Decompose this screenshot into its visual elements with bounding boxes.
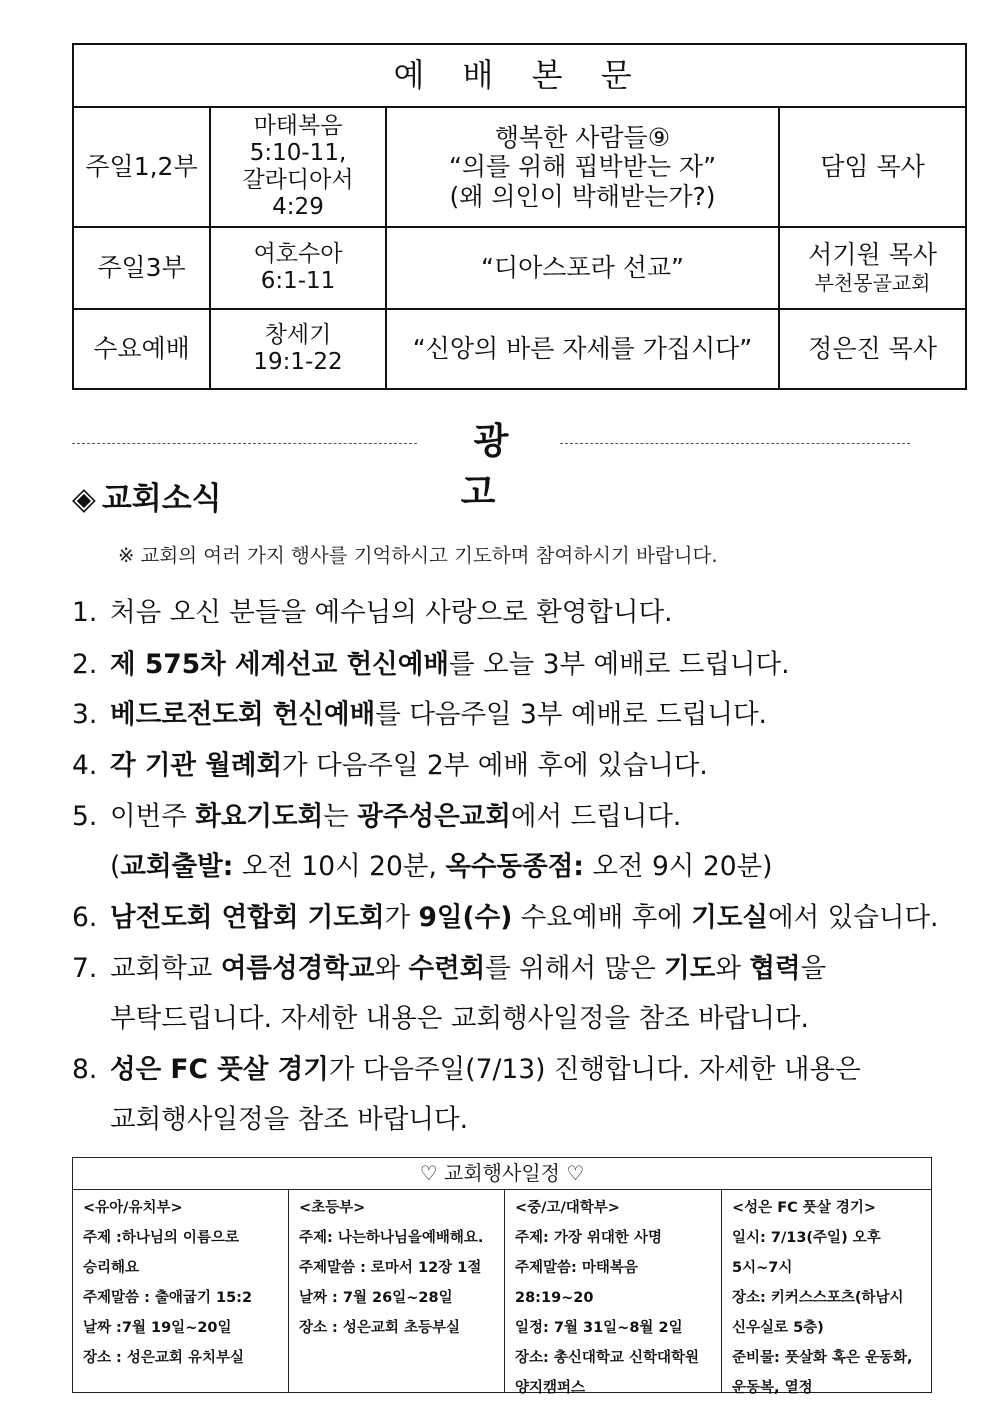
- sermon-row: [73, 107, 966, 227]
- item-text: 가: [384, 902, 419, 933]
- sermon-title: “디아스포라 선교”: [386, 227, 779, 309]
- emphasis-text: 베드로전도회 헌신예배: [110, 699, 376, 730]
- announcement-item: [110, 1097, 468, 1136]
- emphasis-text: 교회출발:: [120, 851, 234, 882]
- divider: [72, 443, 417, 444]
- preacher: 서기원 목사 부천몽골교회: [779, 227, 966, 309]
- schedule-line: <유아/유치부>: [83, 1200, 183, 1216]
- schedule-line: 날짜 : 7월 26일~28일: [299, 1290, 453, 1306]
- schedule-line: <중/고/대학부>: [515, 1200, 620, 1216]
- schedule-line: 28:19~20: [515, 1290, 594, 1306]
- schedule-line: 장소: 총신대학교 신학대학원: [515, 1350, 699, 1366]
- sermon-title: 행복한 사람들⑨ “의를 위해 핍박받는 자” (왜 의인이 박해받는가?): [386, 107, 779, 227]
- item-text: 교회학교: [110, 953, 221, 984]
- item-number: 5.: [72, 801, 98, 832]
- schedule-line: 양지캠퍼스: [515, 1380, 586, 1396]
- item-text: 를 오늘 3부 예배로 드립니다.: [448, 649, 790, 680]
- emphasis-text: 협력: [749, 953, 801, 984]
- announcement-item: [72, 946, 826, 985]
- schedule-line: 날짜 :7월 19일~20일: [83, 1320, 232, 1336]
- emphasis-text: 제 575차 세계선교 헌신예배: [110, 649, 449, 680]
- preacher-church: 부천몽골교회: [814, 271, 931, 296]
- item-text: 는: [323, 801, 358, 832]
- schedule-line: 신우실로 5층): [732, 1320, 824, 1336]
- schedule-line: 장소 : 성은교회 유치부실: [83, 1350, 245, 1366]
- scripture: 여호수아 6:1-11: [210, 227, 386, 309]
- schedule-line: 주제말씀: 마태복음: [515, 1260, 638, 1276]
- schedule-line: 주제: 나는하나님을예배해요.: [299, 1230, 484, 1246]
- item-text: 에서 있습니다.: [768, 902, 939, 933]
- item-text: 를 다음주일 3부 예배로 드립니다.: [375, 699, 767, 730]
- announcement-item: [72, 794, 681, 833]
- schedule-line: 일정: 7월 31일~8월 2일: [515, 1320, 683, 1336]
- emphasis-text: 남전도회 연합회 기도회: [110, 902, 385, 933]
- item-text: 을: [800, 953, 827, 984]
- sermon-table-title: 예 배 본 문: [73, 44, 966, 107]
- emphasis-text: 광주성은교회: [357, 801, 511, 832]
- announcement-item: [110, 844, 773, 883]
- schedule-line: 운동복, 열정: [732, 1380, 813, 1396]
- announcement-item: [72, 590, 673, 629]
- item-text: 와: [374, 953, 409, 984]
- announcement-title: 광고: [460, 421, 535, 513]
- schedule-line: 주제 :하나님의 이름으로: [83, 1230, 239, 1246]
- schedule-column: [505, 1190, 722, 1396]
- sermon-row: [73, 227, 966, 309]
- announcement-item: [72, 743, 708, 782]
- section-title: ◈ 교회소식: [72, 481, 222, 517]
- item-text: 부탁드립니다. 자세한 내용은 교회행사일정을 참조 바랍니다.: [110, 1003, 809, 1034]
- item-number: 4.: [72, 750, 98, 781]
- emphasis-text: 기도실: [691, 902, 769, 933]
- announcement-item: [72, 692, 767, 731]
- item-text: 교회행사일정을 참조 바랍니다.: [110, 1104, 469, 1135]
- item-text: 처음 오신 분들을 예수님의 사랑으로 환영합니다.: [110, 597, 673, 628]
- schedule-line: 주제: 가장 위대한 사명: [515, 1230, 663, 1246]
- item-text: (: [110, 851, 121, 882]
- event-schedule: [72, 1157, 932, 1396]
- sermon-title: “신앙의 바른 자세를 가집시다”: [386, 309, 779, 389]
- emphasis-text: 각 기관 월례회: [110, 750, 283, 781]
- preacher: 담임 목사: [779, 107, 966, 227]
- schedule-line: 장소 : 성은교회 초등부실: [299, 1320, 461, 1336]
- schedule-line: <초등부>: [299, 1200, 366, 1216]
- announcement-item: [110, 996, 809, 1035]
- service-name: 주일1,2부: [73, 107, 210, 227]
- item-text: 가 다음주일(7/13) 진행합니다. 자세한 내용은: [328, 1054, 861, 1085]
- schedule-line: 5시~7시: [732, 1260, 793, 1276]
- item-text: 수요예배 후에: [512, 902, 692, 933]
- item-number: 8.: [72, 1054, 98, 1085]
- schedule-line: 준비물: 풋살화 혹은 운동화,: [732, 1350, 913, 1366]
- item-number: 2.: [72, 649, 98, 680]
- divider: [560, 443, 910, 444]
- diamond-icon: ◈: [72, 481, 96, 517]
- scripture: 마태복음 5:10-11, 갈라디아서 4:29: [210, 107, 386, 227]
- preacher: 정은진 목사: [779, 309, 966, 389]
- schedule-line: 승리해요: [83, 1260, 140, 1276]
- schedule-title: ♡ 교회행사일정 ♡: [73, 1158, 931, 1190]
- service-name: 주일3부: [73, 227, 210, 309]
- emphasis-text: 여름성경학교: [220, 953, 375, 984]
- schedule-line: 장소: 키커스스포츠(하남시: [732, 1290, 904, 1306]
- emphasis-text: 기도: [664, 953, 716, 984]
- item-number: 1.: [72, 597, 98, 628]
- emphasis-text: 9일(수): [418, 902, 513, 933]
- schedule-line: 주제말씀 : 출애굽기 15:2: [83, 1290, 253, 1306]
- item-number: 7.: [72, 953, 98, 984]
- emphasis-text: 화요기도회: [195, 801, 324, 832]
- scripture: 창세기 19:1-22: [210, 309, 386, 389]
- notice-text: ※ 교회의 여러 가지 행사를 기억하시고 기도하며 참여하시기 바랍니다.: [118, 544, 718, 567]
- schedule-column: [73, 1190, 289, 1393]
- item-text: 에서 드립니다.: [510, 801, 682, 832]
- item-text: 가 다음주일 2부 예배 후에 있습니다.: [282, 750, 708, 781]
- item-text: 오전 9시 20분): [583, 851, 773, 882]
- announcement-item: [72, 895, 938, 934]
- schedule-line: 일시: 7/13(주일) 오후: [732, 1230, 881, 1246]
- service-name: 수요예배: [73, 309, 210, 389]
- item-text: 오전 10시 20분,: [233, 851, 446, 882]
- sermon-table: [72, 43, 967, 390]
- emphasis-text: 성은 FC 풋살 경기: [110, 1054, 329, 1085]
- schedule-column: [289, 1190, 505, 1393]
- item-number: 3.: [72, 699, 98, 730]
- schedule-column: [722, 1190, 930, 1396]
- schedule-columns: [73, 1190, 931, 1396]
- emphasis-text: 수련회: [408, 953, 486, 984]
- announcement-item: [72, 1047, 861, 1086]
- item-text: 를 위해서 많은: [485, 953, 665, 984]
- announcement-item: [72, 642, 790, 681]
- schedule-line: <성은 FC 풋살 경기>: [732, 1200, 877, 1216]
- schedule-line: 주제말씀 : 로마서 12장 1절: [299, 1260, 482, 1276]
- item-number: 6.: [72, 902, 98, 933]
- item-text: 와: [715, 953, 750, 984]
- item-text: 이번주: [110, 801, 196, 832]
- sermon-row: [73, 309, 966, 389]
- emphasis-text: 옥수동종점:: [445, 851, 584, 882]
